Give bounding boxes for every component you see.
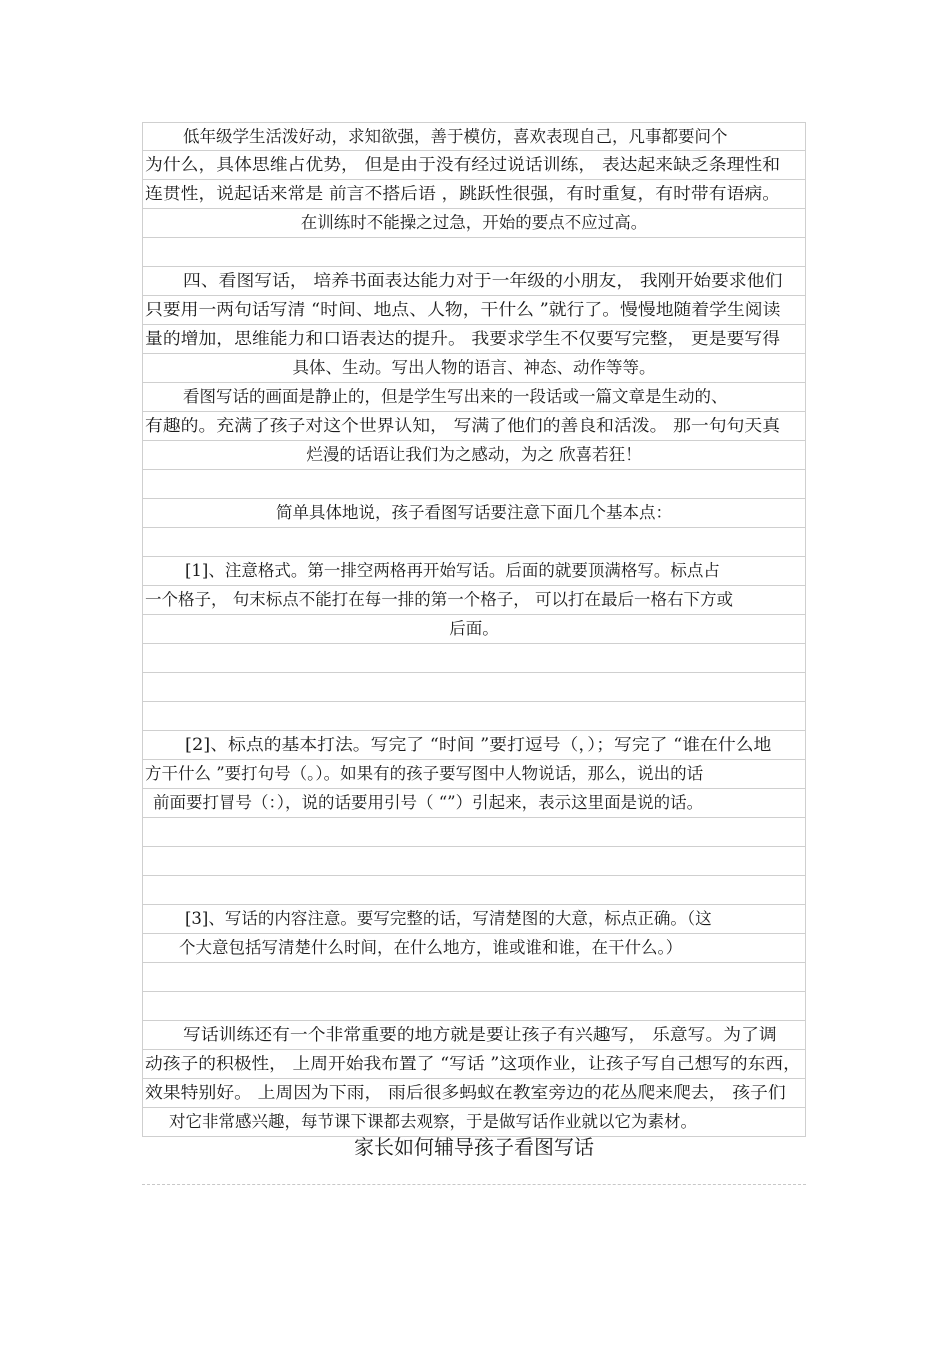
lined-writing-sheet [142,122,806,1137]
line-text: 在训练时不能操之过急，开始的要点不应过高。 [300,213,648,232]
line-text: [3]、写话的内容注意。要写完整的话，写清楚图的大意，标点正确。（这 [185,909,712,928]
line-text: 个大意包括写清楚什么时间，在什么地方，谁或谁和谁，在干什么。） [179,938,683,957]
blank-line [142,673,806,702]
line-text: 看图写话的画面是静止的，但是学生写出来的一段话或一篇文章是生动的、 [183,387,728,406]
text-line [142,180,806,209]
text-line [142,209,806,238]
text-line [142,760,806,789]
line-text: 有趣的。充满了孩子对这个世界认知， 写满了他们的善良和活泼。 那一句句天真 [145,416,781,435]
text-line [142,615,806,644]
line-text: 四、看图写话， 培养书面表达能力对于一年级的小朋友， 我刚开始要求他们 [183,271,783,290]
blank-line [142,876,806,905]
text-line [142,934,806,963]
text-line [142,1021,806,1050]
line-text: [1]、注意格式。第一排空两格再开始写话。后面的就要顶满格写。标点占 [185,561,720,580]
text-line [142,557,806,586]
text-line [142,122,806,151]
line-text: 效果特别好。 上周因为下雨， 雨后很多蚂蚁在教室旁边的花丛爬来爬去， 孩子们 [145,1083,786,1102]
blank-line [142,992,806,1021]
text-line [142,586,806,615]
line-text: 写话训练还有一个非常重要的地方就是要让孩子有兴趣写， 乐意写。为了调 [183,1025,777,1044]
blank-line [142,963,806,992]
text-line [142,383,806,412]
blank-line [142,644,806,673]
line-text: 简单具体地说，孩子看图写话要注意下面几个基本点： [276,503,672,522]
text-line [142,789,806,818]
line-text: 后面。 [449,619,499,638]
text-line [142,354,806,383]
text-line [142,1050,806,1079]
line-text: 方干什么 ”要打句号（。）。如果有的孩子要写图中人物说话，那么，说出的话 [145,764,704,783]
page-title: 家长如何辅导孩子看图写话 [354,1135,594,1159]
blank-line [142,238,806,267]
line-text: 对它非常感兴趣，每节课下课都去观察，于是做写话作业就以它为素材。 [169,1112,697,1131]
blank-line [142,818,806,847]
line-text: [2]、标点的基本打法。写完了 “时间 ”要打逗号（，）；写完了 “谁在什么地 [185,735,772,754]
text-line [142,1079,806,1108]
text-line [142,731,806,760]
blank-line [142,702,806,731]
line-text: 低年级学生活泼好动，求知欲强，善于模仿，喜欢表现自己，凡事都要问个 [183,127,728,146]
line-text: 动孩子的积极性， 上周开始我布置了 “写话 ”这项作业，让孩子写自己想写的东西， [145,1054,801,1073]
line-text: 连贯性，说起话来常是 前言不搭后语 ，跳跃性很强，有时重复，有时带有语病。 [145,184,781,203]
blank-line [142,528,806,557]
line-text: 为什么，具体思维占优势， 但是由于没有经过说话训练， 表达起来缺乏条理性和 [145,155,781,174]
text-line [142,267,806,296]
line-text: 前面要打冒号（：），说的话要用引号（ “”）引起来，表示这里面是说的话。 [153,793,704,812]
line-text: 一个格子， 句末标点不能打在每一排的第一个格子， 可以打在最后一格右下方或 [145,590,733,609]
text-line [142,412,806,441]
line-text: 烂漫的话语让我们为之感动，为之 欣喜若狂！ [306,445,642,464]
text-line [142,325,806,354]
text-line [142,905,806,934]
line-text: 只要用一两句话写清 “时间、地点、人物，干什么 ”就行了。慢慢地随着学生阅读 [145,300,781,319]
line-text: 具体、生动。写出人物的语言、神态、动作等等。 [292,358,656,377]
dashed-divider [142,1184,806,1185]
line-text: 量的增加，思维能力和口语表达的提升。 我要求学生不仅要写完整， 更是要写得 [145,329,781,348]
text-line [142,151,806,180]
text-line [142,499,806,528]
text-line [142,296,806,325]
text-line [142,441,806,470]
blank-line [142,847,806,876]
blank-line [142,470,806,499]
